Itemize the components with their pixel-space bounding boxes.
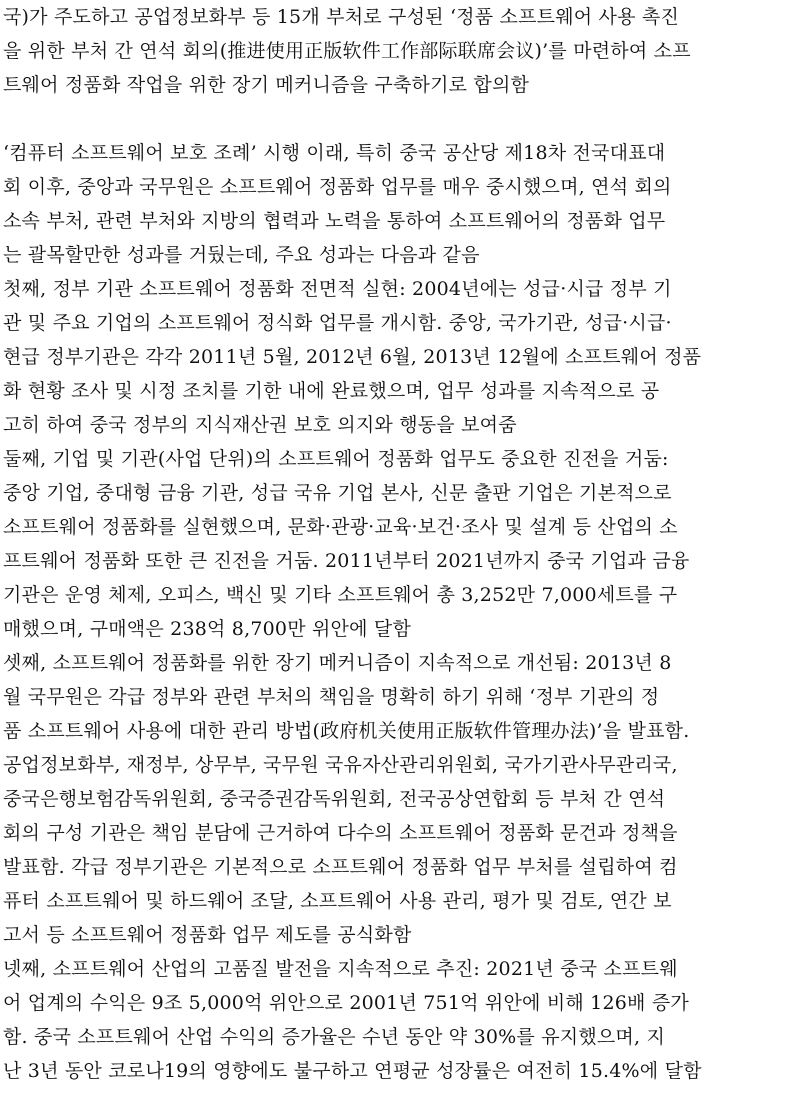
text-line: 소속 부처, 관련 부처와 지방의 협력과 노력을 통하여 소프트웨어의 정품화 업무 (3, 210, 666, 232)
text-line: 매했으며, 구매액은 238억 8,700만 위안에 달함 (3, 618, 412, 640)
text-line: 고히 하여 중국 정부의 지식재산권 보호 의지와 행동을 보여줌 (3, 414, 517, 436)
text-line: 소프트웨어 정품화를 실현했으며, 문화·관광·교육·보건·조사 및 설계 등 산업의 소 (3, 516, 678, 538)
text-line: 공업정보화부, 재정부, 상무부, 국무원 국유자산관리위원회, 국가기관사무관리국, (3, 754, 678, 776)
text-line: 품 소프트웨어 사용에 대한 관리 방법(政府机关使用正版软件管理办法)’을 발표함. (3, 720, 690, 742)
text-line: 첫째, 정부 기관 소프트웨어 정품화 전면적 실현: 2004년에는 성급·시급 정부 기 (3, 278, 672, 300)
text-line: ‘컴퓨터 소프트웨어 보호 조례’ 시행 이래, 특히 중국 공산당 제18차 전국대표대 (3, 142, 666, 164)
text-line: 트웨어 정품화 작업을 위한 장기 메커니즘을 구축하기로 합의함 (3, 74, 530, 96)
text-line: 중국은행보험감독위원회, 중국증권감독위원회, 전국공상연합회 등 부처 간 연석 (3, 788, 666, 810)
text-line: 월 국무원은 각급 정부와 관련 부처의 책임을 명확히 하기 위해 ‘정부 기관의 정 (3, 686, 660, 708)
text-line: 어 업계의 수익은 9조 5,000억 위안으로 2001년 751억 위안에 비해 126배 증가 (3, 992, 689, 1014)
text-line: 현급 정부기관은 각각 2011년 5월, 2012년 6월, 2013년 12월에 소프트웨어 정품 (3, 346, 702, 368)
text-line: 프트웨어 정품화 또한 큰 진전을 거둠. 2011년부터 2021년까지 중국 기업과 금융 (3, 550, 690, 572)
text-line: 회 이후, 중앙과 국무원은 소프트웨어 정품화 업무를 매우 중시했으며, 연석 회의 (3, 176, 672, 198)
text-line: 넷째, 소프트웨어 산업의 고품질 발전을 지속적으로 추진: 2021년 중국 소프트웨 (3, 958, 678, 980)
text-line: 셋째, 소프트웨어 정품화를 위한 장기 메커니즘이 지속적으로 개선됨: 2013년 8 (3, 652, 672, 674)
text-line: 을 위한 부처 간 연석 회의(推进使用正版软件工作部际联席会议)’를 마련하여 소프 (3, 40, 691, 62)
text-line: 난 3년 동안 코로나19의 영향에도 불구하고 연평균 성장률은 여전히 15.4%에 달함 (3, 1060, 702, 1082)
text-line: 화 현황 조사 및 시정 조치를 기한 내에 완료했으며, 업무 성과를 지속적으로 공 (3, 380, 660, 402)
text-line: 퓨터 소프트웨어 및 하드웨어 조달, 소프트웨어 사용 관리, 평가 및 검토, 연간 보 (3, 890, 672, 912)
text-line: 둘째, 기업 및 기관(사업 단위)의 소프트웨어 정품화 업무도 중요한 진전을 거둠: (3, 448, 669, 470)
blank-line (3, 102, 804, 136)
text-line: 고서 등 소프트웨어 정품화 업무 제도를 공식화함 (3, 924, 412, 946)
text-line: 발표함. 각급 정부기관은 기본적으로 소프트웨어 정품화 업무 부처를 설립하여 컴 (3, 856, 678, 878)
text-line: 국)가 주도하고 공업정보화부 등 15개 부처로 구성된 ‘정품 소프트웨어 사용 촉진 (3, 6, 679, 28)
text-line: 관 및 주요 기업의 소프트웨어 정식화 업무를 개시함. 중앙, 국가기관, 성급·시급· (3, 312, 672, 334)
text-line: 회의 구성 기관은 책임 분담에 근거하여 다수의 소프트웨어 정품화 문건과 정책을 (3, 822, 678, 844)
text-line: 기관은 운영 체제, 오피스, 백신 및 기타 소프트웨어 총 3,252만 7,000세트를 구 (3, 584, 678, 606)
text-line: 중앙 기업, 중대형 금융 기관, 성급 국유 기업 본사, 신문 출판 기업은 기본적으로 (3, 482, 672, 504)
text-line: 는 괄목할만한 성과를 거뒀는데, 주요 성과는 다음과 같음 (3, 244, 480, 266)
text-line: 함. 중국 소프트웨어 산업 수익의 증가율은 수년 동안 약 30%를 유지했으며, 지 (3, 1026, 666, 1048)
